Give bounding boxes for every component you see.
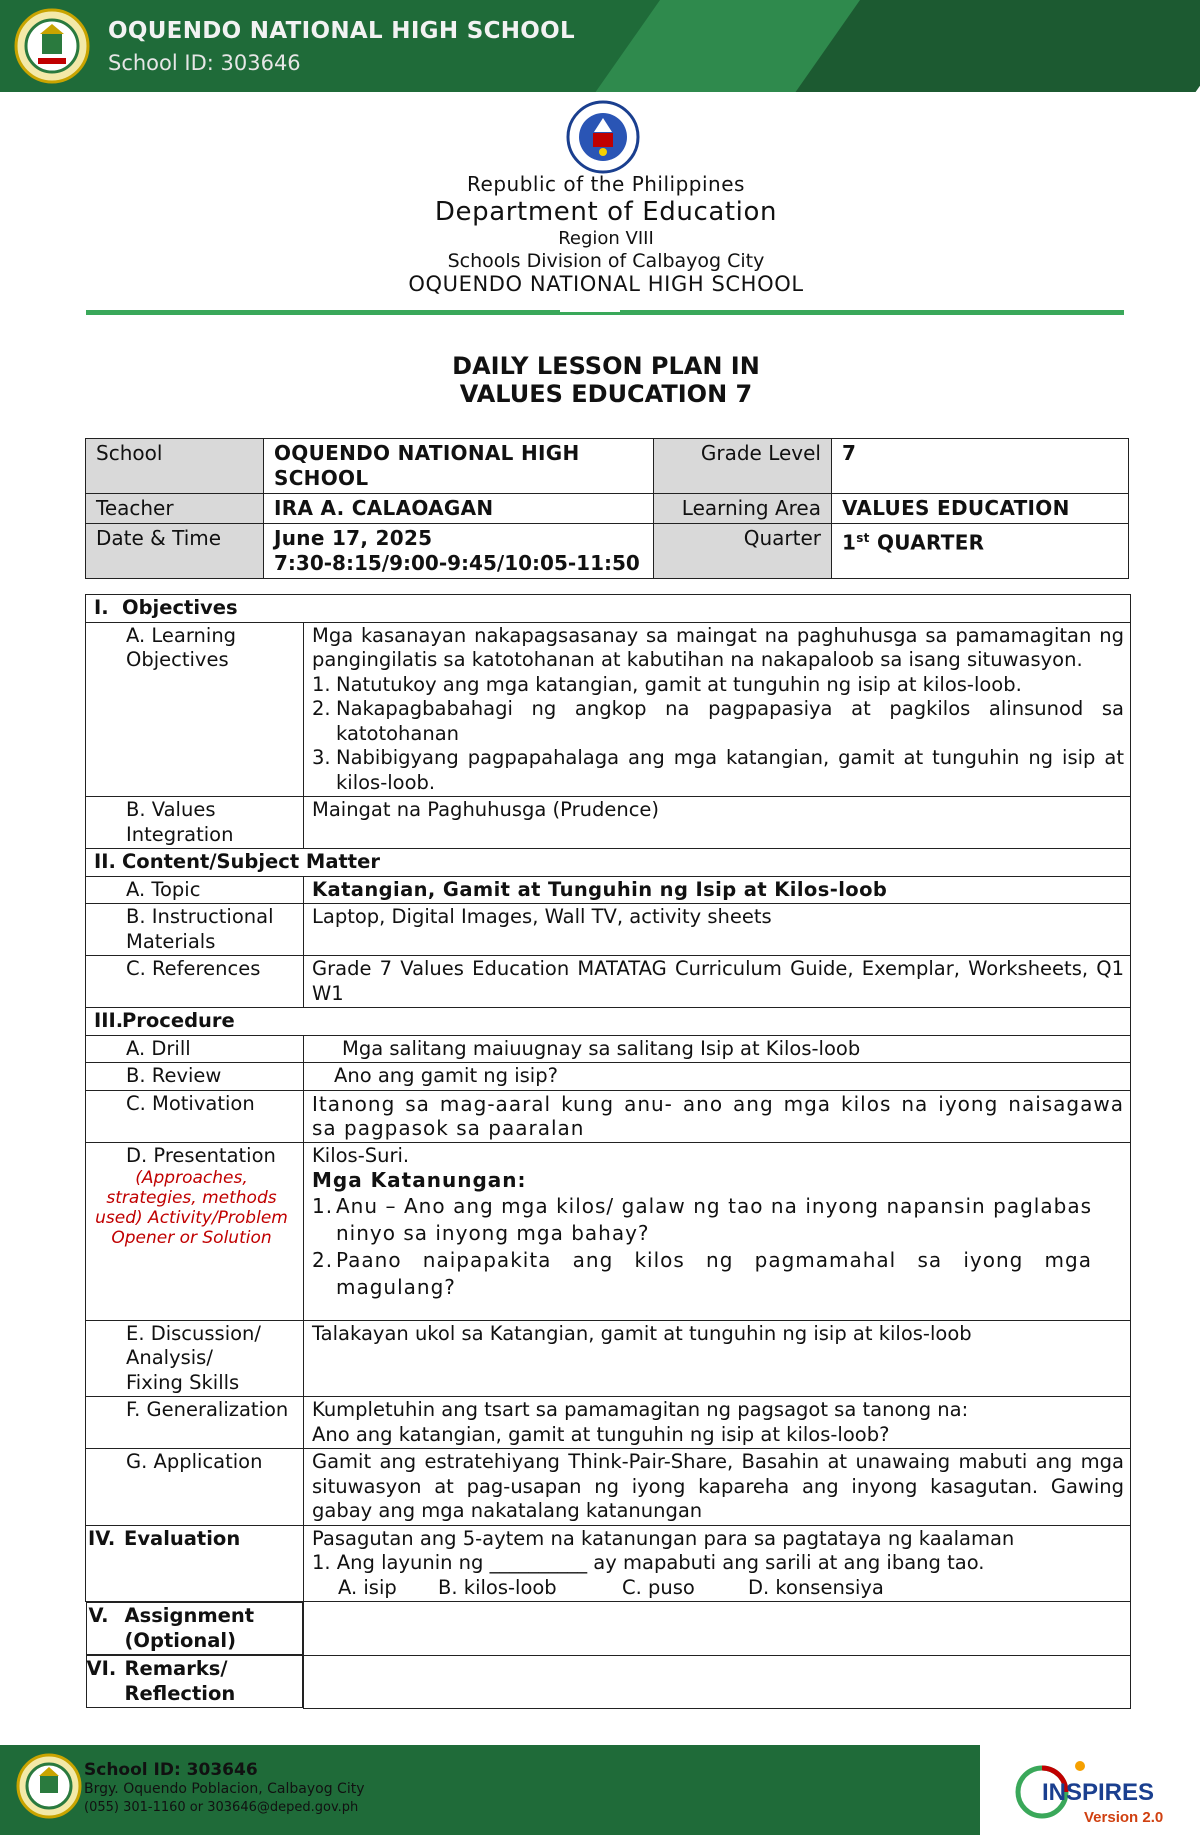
department-text: Department of Education	[434, 197, 778, 227]
assignment-value	[304, 1602, 1131, 1656]
date-time-value	[264, 524, 654, 579]
question-item	[312, 1247, 1124, 1301]
date-value: June 17, 2025	[274, 526, 433, 550]
learning-objectives-intro: Mga kasanayan nakapagsasanay sa maingat na paghuhusga sa pamamagitan ng pangingilatis sa katotohanan at kabutihan na nakapaloob sa isang situwasyon.	[312, 623, 1124, 671]
generalization-line2: Ano ang katangian, gamit at tunguhin ng isip at kilos-loob?	[312, 1422, 890, 1446]
division-text: Schools Division of Calbayog City	[447, 250, 765, 272]
drill-row	[86, 1035, 1131, 1063]
discussion-label: E. Discussion/ Analysis/ Fixing Skills	[86, 1320, 304, 1397]
section-number: III.	[94, 1009, 124, 1032]
learning-objectives-label: A. Learning Objectives	[86, 622, 304, 797]
topic-row	[86, 876, 1131, 904]
inspires-version: Version 2.0	[1084, 1809, 1164, 1826]
values-integration-label: B. Values Integration	[86, 797, 304, 849]
inspires-logo-icon	[1012, 1752, 1192, 1828]
references-value: Grade 7 Values Education MATATAG Curriculum Guide, Exemplar, Worksheets, Q1 W1	[304, 956, 1131, 1008]
section-title: Assignment (Optional)	[124, 1604, 255, 1652]
section-number: V.	[88, 1604, 109, 1627]
drill-label: A. Drill	[86, 1035, 304, 1063]
date-time-label: Date & Time	[86, 524, 264, 579]
question-number: 1.	[312, 1193, 334, 1218]
section-title: Remarks/ Reflection	[124, 1657, 236, 1705]
evaluation-option: C. puso	[622, 1575, 695, 1599]
header-divider-gap	[560, 309, 620, 312]
generalization-row	[86, 1397, 1131, 1449]
deped-seal-icon	[566, 100, 640, 174]
questions-list	[312, 1193, 1124, 1301]
section-number: II.	[94, 850, 116, 873]
references-row	[86, 956, 1131, 1008]
review-label: B. Review	[86, 1063, 304, 1091]
evaluation-row	[86, 1525, 1131, 1602]
section-number: VI.	[86, 1657, 117, 1680]
section-procedure-heading	[86, 1008, 1131, 1036]
quarter-value	[832, 524, 1129, 579]
objective-number: 2.	[312, 697, 331, 720]
school-logo-icon	[14, 8, 90, 84]
objective-text: Nakapagbabahagi ng angkop na pagpapasiya at pagkilos alinsunod sa katotohanan	[336, 697, 1124, 745]
application-row	[86, 1449, 1131, 1526]
lesson-plan-table	[85, 594, 1131, 1709]
question-number: 2.	[312, 1247, 334, 1272]
evaluation-option: B. kilos-loob	[438, 1575, 557, 1599]
document-title-line2: VALUES EDUCATION 7	[459, 380, 753, 408]
learning-objectives-row	[86, 622, 1131, 797]
presentation-label: D. Presentation	[126, 1143, 276, 1167]
quarter-label: Quarter	[654, 524, 832, 579]
section-title: Objectives	[122, 596, 238, 619]
question-item	[312, 1193, 1124, 1247]
assignment-row	[86, 1602, 1131, 1656]
section-number: IV.	[88, 1526, 116, 1550]
section-evaluation-heading	[86, 1525, 304, 1602]
learning-area-value: VALUES EDUCATION	[832, 494, 1129, 524]
evaluation-option: D. konsensiya	[748, 1575, 884, 1599]
time-value: 7:30-8:15/9:00-9:45/10:05-11:50	[274, 551, 640, 575]
presentation-label-cell	[86, 1142, 304, 1320]
banner-stripe-dark	[796, 0, 1200, 92]
objective-item	[312, 673, 1124, 698]
teacher-value: IRA A. CALAOAGAN	[264, 494, 654, 524]
presentation-note: (Approaches, strategies, methods used) Activity/Problem Opener or Solution	[95, 1168, 288, 1248]
top-banner	[0, 0, 1200, 92]
section-title: Content/Subject Matter	[122, 850, 380, 873]
document-title-line1: DAILY LESSON PLAN IN	[452, 352, 760, 380]
section-procedure-row	[86, 1008, 1131, 1036]
info-row-date	[86, 524, 1129, 579]
motivation-value: Itanong sa mag-aaral kung anu- ano ang mga kilos na iyong naisagawa sa pagpasok sa paaralan	[304, 1090, 1131, 1142]
references-label: C. References	[86, 956, 304, 1008]
presentation-heading: Mga Katanungan:	[312, 1168, 527, 1192]
school-label: School	[86, 439, 264, 494]
section-remarks-heading	[86, 1655, 304, 1708]
learning-area-label: Learning Area	[654, 494, 832, 524]
remarks-row	[86, 1655, 1131, 1708]
values-integration-row	[86, 797, 1131, 849]
school-heading-text: OQUENDO NATIONAL HIGH SCHOOL	[408, 272, 804, 296]
footer-school-id: School ID: 303646	[84, 1760, 258, 1780]
materials-value: Laptop, Digital Images, Wall TV, activity sheets	[304, 904, 1131, 956]
section-objectives-heading	[86, 595, 1131, 623]
drill-value: Mga salitang maiuugnay sa salitang Isip at Kilos-loob	[304, 1035, 1131, 1063]
materials-label: B. Instructional Materials	[86, 904, 304, 956]
question-text: Anu – Ano ang mga kilos/ galaw ng tao na inyong napansin paglabas ninyo sa inyong mga bahay?	[336, 1193, 1092, 1245]
presentation-row	[86, 1142, 1131, 1320]
quarter-number: 1	[842, 530, 857, 555]
footer-contact: (055) 301-1160 or 303646@deped.gov.ph	[84, 1800, 359, 1815]
section-objectives-row	[86, 595, 1131, 623]
objective-number: 1.	[312, 672, 331, 696]
info-row-teacher	[86, 494, 1129, 524]
learning-objectives-cell	[304, 622, 1131, 797]
review-row	[86, 1063, 1131, 1091]
discussion-value: Talakayan ukol sa Katangian, gamit at tunguhin ng isip at kilos-loob	[304, 1320, 1131, 1397]
lesson-info-table	[85, 438, 1129, 579]
objective-item	[312, 746, 1124, 795]
motivation-row	[86, 1090, 1131, 1142]
discussion-row	[86, 1320, 1131, 1397]
presentation-cell	[304, 1142, 1131, 1320]
generalization-line1: Kumpletuhin ang tsart sa pamamagitan ng pagsagot sa tanong na:	[312, 1398, 969, 1421]
objective-number: 3.	[312, 746, 331, 769]
application-label: G. Application	[86, 1449, 304, 1526]
section-content-heading	[86, 849, 1131, 877]
section-content-row	[86, 849, 1131, 877]
generalization-label: F. Generalization	[86, 1397, 304, 1449]
evaluation-options	[312, 1576, 1124, 1601]
footer-address: Brgy. Oquendo Poblacion, Calbayog City	[84, 1781, 365, 1797]
inspires-brand: INSPIRES	[1042, 1779, 1155, 1806]
topic-value: Katangian, Gamit at Tunguhin ng Isip at Kilos-loob	[304, 876, 1131, 904]
school-value: OQUENDO NATIONAL HIGH SCHOOL	[264, 439, 654, 494]
banner-school-name: OQUENDO NATIONAL HIGH SCHOOL	[108, 18, 575, 44]
section-number: I.	[94, 596, 109, 619]
grade-level-label: Grade Level	[654, 439, 832, 494]
section-title: Procedure	[122, 1009, 235, 1032]
values-integration-value: Maingat na Paghuhusga (Prudence)	[304, 797, 1131, 849]
info-row-school	[86, 439, 1129, 494]
footer-school-logo-icon	[16, 1753, 82, 1819]
materials-row	[86, 904, 1131, 956]
section-title: Evaluation	[124, 1526, 241, 1550]
remarks-value	[304, 1655, 1131, 1708]
objective-text: Natutukoy ang mga katangian, gamit at tunguhin ng isip at kilos-loob.	[336, 672, 1022, 696]
grade-level-value: 7	[832, 439, 1129, 494]
evaluation-cell	[304, 1525, 1131, 1602]
motivation-label: C. Motivation	[86, 1090, 304, 1142]
review-value: Ano ang gamit ng isip?	[304, 1063, 1131, 1091]
evaluation-question: 1. Ang layunin ng __________ ay mapabuti ang sarili at ang ibang tao.	[312, 1551, 985, 1574]
topic-label: A. Topic	[86, 876, 304, 904]
section-assignment-heading	[86, 1602, 304, 1655]
application-value: Gamit ang estratehiyang Think-Pair-Share, Basahin at unawaing mabuti ang mga situwasyon at pag-usapan ng iyong kapareha ang inyong kasagutan. Gawing gabay ang mga nakatalang katanungan	[304, 1449, 1131, 1526]
evaluation-intro: Pasagutan ang 5-aytem na katanungan para sa pagtataya ng kaalaman	[312, 1526, 1015, 1550]
quarter-ordinal: st	[856, 531, 870, 545]
quarter-text: QUARTER	[869, 530, 985, 555]
presentation-activity: Kilos-Suri.	[312, 1143, 410, 1167]
question-text: Paano naipapakita ang kilos ng pagmamahal sa iyong mga magulang?	[336, 1247, 1092, 1299]
objective-text: Nabibigyang pagpapahalaga ang mga katangian, gamit at tunguhin ng isip at kilos-loob.	[336, 746, 1124, 794]
objectives-list	[312, 673, 1124, 796]
evaluation-option: A. isip	[338, 1575, 397, 1599]
banner-school-id: School ID: 303646	[108, 51, 301, 75]
teacher-label: Teacher	[86, 494, 264, 524]
objective-item	[312, 697, 1124, 746]
region-text: Region VIII	[558, 228, 654, 249]
republic-text: Republic of the Philippines	[467, 172, 745, 196]
generalization-cell	[304, 1397, 1131, 1449]
